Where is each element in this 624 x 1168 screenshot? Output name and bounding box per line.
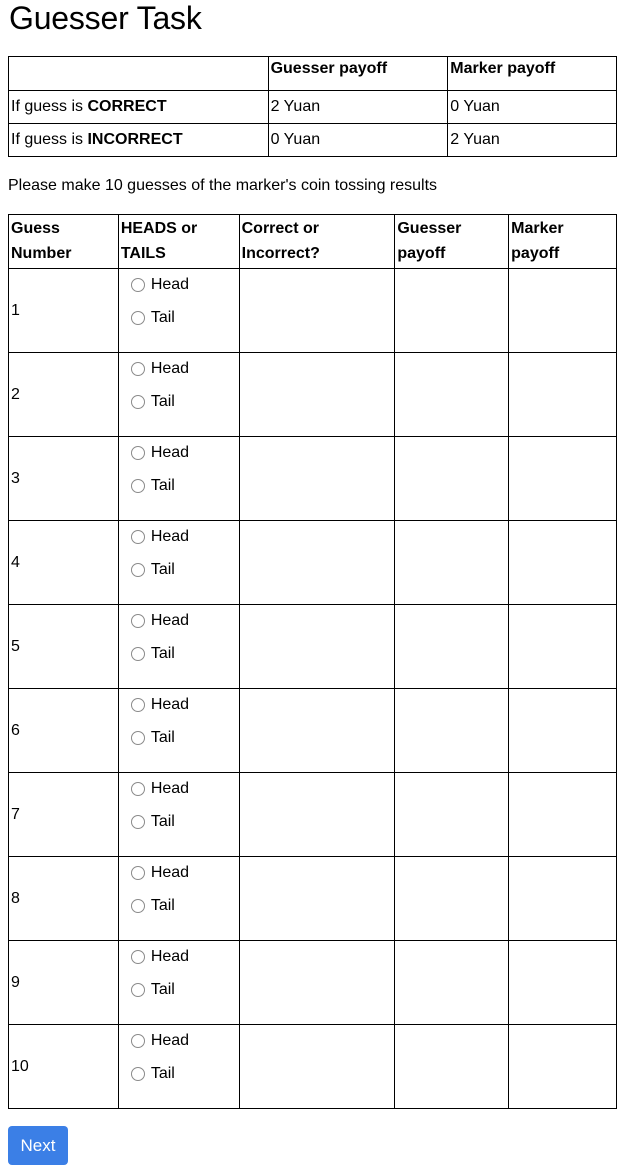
head-option[interactable] <box>131 436 239 469</box>
tail-option[interactable] <box>131 721 239 754</box>
payoff-header-empty <box>9 57 269 91</box>
table-row <box>9 437 617 521</box>
guess-number: 6 <box>9 689 119 773</box>
condition-prefix: If guess is <box>11 131 88 148</box>
guesser-payoff-cell <box>395 1025 509 1109</box>
guess-choice-cell <box>118 857 239 941</box>
guesser-payoff-cell <box>395 521 509 605</box>
payoff-condition-correct <box>9 91 269 124</box>
guess-number: 2 <box>9 353 119 437</box>
result-cell <box>239 437 395 521</box>
radio-label: Tail <box>150 812 175 830</box>
tail-option[interactable] <box>131 637 239 670</box>
radio-label: Head <box>150 359 190 377</box>
marker-payoff-cell <box>509 1025 617 1109</box>
radio-label: Head <box>150 863 190 881</box>
guess-choice-cell <box>118 773 239 857</box>
guess-choice-cell <box>118 521 239 605</box>
radio-button[interactable] <box>131 278 145 292</box>
header-guess-number: Guess Number <box>9 215 119 269</box>
guesser-payoff-cell <box>395 941 509 1025</box>
tail-option[interactable] <box>131 301 239 334</box>
table-row <box>9 521 617 605</box>
next-button[interactable]: Next <box>8 1126 68 1165</box>
result-cell <box>239 605 395 689</box>
header-heads-or-tails: HEADS or TAILS <box>118 215 239 269</box>
radio-label: Head <box>150 443 190 461</box>
guesser-payoff-correct: 2 Yuan <box>268 91 448 124</box>
head-option[interactable] <box>131 604 239 637</box>
radio-label: Tail <box>150 644 175 662</box>
radio-label: Head <box>150 947 190 965</box>
result-cell <box>239 941 395 1025</box>
radio-button[interactable] <box>131 782 145 796</box>
guesser-payoff-cell <box>395 353 509 437</box>
marker-payoff-cell <box>509 353 617 437</box>
radio-label: Tail <box>150 308 175 326</box>
guess-number: 5 <box>9 605 119 689</box>
tail-option[interactable] <box>131 889 239 922</box>
guesser-payoff-incorrect: 0 Yuan <box>268 124 448 157</box>
guess-number: 3 <box>9 437 119 521</box>
result-cell <box>239 857 395 941</box>
page-title: Guesser Task <box>9 0 202 36</box>
payoff-header-marker: Marker payoff <box>448 57 617 91</box>
tail-option[interactable] <box>131 973 239 1006</box>
radio-label: Tail <box>150 560 175 578</box>
radio-button[interactable] <box>131 530 145 544</box>
marker-payoff-cell <box>509 269 617 353</box>
guess-choice-cell <box>118 941 239 1025</box>
radio-label: Head <box>150 779 190 797</box>
payoff-row-incorrect <box>9 124 617 157</box>
marker-payoff-cell <box>509 857 617 941</box>
radio-button[interactable] <box>131 362 145 376</box>
guess-choice-cell <box>118 605 239 689</box>
radio-button[interactable] <box>131 647 145 661</box>
result-cell <box>239 689 395 773</box>
guesser-payoff-cell <box>395 689 509 773</box>
radio-button[interactable] <box>131 866 145 880</box>
radio-label: Head <box>150 611 190 629</box>
marker-payoff-cell <box>509 941 617 1025</box>
radio-button[interactable] <box>131 563 145 577</box>
guess-number: 10 <box>9 1025 119 1109</box>
radio-button[interactable] <box>131 614 145 628</box>
marker-payoff-cell <box>509 689 617 773</box>
guess-number: 9 <box>9 941 119 1025</box>
radio-label: Tail <box>150 1064 175 1082</box>
marker-payoff-incorrect: 2 Yuan <box>448 124 617 157</box>
head-option[interactable] <box>131 352 239 385</box>
marker-payoff-cell <box>509 605 617 689</box>
head-option[interactable] <box>131 856 239 889</box>
guesser-payoff-cell <box>395 605 509 689</box>
table-row <box>9 773 617 857</box>
radio-label: Tail <box>150 476 175 494</box>
head-option[interactable] <box>131 940 239 973</box>
header-marker-payoff: Marker payoff <box>509 215 617 269</box>
tail-option[interactable] <box>131 385 239 418</box>
marker-payoff-correct: 0 Yuan <box>448 91 617 124</box>
head-option[interactable] <box>131 1024 239 1057</box>
head-option[interactable] <box>131 772 239 805</box>
radio-label: Tail <box>150 728 175 746</box>
guess-choice-cell <box>118 269 239 353</box>
result-cell <box>239 269 395 353</box>
radio-button[interactable] <box>131 1034 145 1048</box>
radio-label: Tail <box>150 980 175 998</box>
payoff-condition-incorrect <box>9 124 269 157</box>
condition-prefix: If guess is <box>11 98 88 115</box>
guess-choice-cell <box>118 353 239 437</box>
header-correct-or-incorrect: Correct or Incorrect? <box>239 215 395 269</box>
radio-button[interactable] <box>131 479 145 493</box>
radio-label: Head <box>150 1031 190 1049</box>
guess-number: 8 <box>9 857 119 941</box>
result-cell <box>239 353 395 437</box>
guesser-payoff-cell <box>395 857 509 941</box>
guesser-payoff-cell <box>395 269 509 353</box>
table-row <box>9 269 617 353</box>
radio-button[interactable] <box>131 731 145 745</box>
radio-button[interactable] <box>131 983 145 997</box>
head-option[interactable] <box>131 268 239 301</box>
radio-label: Tail <box>150 392 175 410</box>
table-row <box>9 689 617 773</box>
radio-button[interactable] <box>131 698 145 712</box>
table-row <box>9 857 617 941</box>
radio-label: Head <box>150 527 190 545</box>
condition-keyword: INCORRECT <box>87 131 183 148</box>
radio-label: Tail <box>150 896 175 914</box>
radio-button[interactable] <box>131 950 145 964</box>
guess-choice-cell <box>118 437 239 521</box>
marker-payoff-cell <box>509 773 617 857</box>
radio-button[interactable] <box>131 446 145 460</box>
radio-button[interactable] <box>131 815 145 829</box>
table-row <box>9 605 617 689</box>
radio-button[interactable] <box>131 1067 145 1081</box>
guesser-payoff-cell <box>395 437 509 521</box>
guess-choice-cell <box>118 1025 239 1109</box>
payoff-row-correct <box>9 91 617 124</box>
table-row <box>9 941 617 1025</box>
radio-button[interactable] <box>131 395 145 409</box>
condition-keyword: CORRECT <box>87 98 167 115</box>
marker-payoff-cell <box>509 521 617 605</box>
header-guesser-payoff: Guesser payoff <box>395 215 509 269</box>
tail-option[interactable] <box>131 1057 239 1090</box>
marker-payoff-cell <box>509 437 617 521</box>
result-cell <box>239 773 395 857</box>
head-option[interactable] <box>131 688 239 721</box>
payoff-header-row <box>9 57 617 91</box>
tail-option[interactable] <box>131 553 239 586</box>
table-row <box>9 353 617 437</box>
radio-button[interactable] <box>131 311 145 325</box>
guess-number: 4 <box>9 521 119 605</box>
instruction-text: Please make 10 guesses of the marker's coin tossing results <box>8 177 438 194</box>
radio-label: Head <box>150 695 190 713</box>
guess-table <box>8 214 617 1109</box>
head-option[interactable] <box>131 520 239 553</box>
payoff-table <box>8 56 617 157</box>
result-cell <box>239 1025 395 1109</box>
result-cell <box>239 521 395 605</box>
tail-option[interactable] <box>131 469 239 502</box>
payoff-header-guesser: Guesser payoff <box>268 57 448 91</box>
radio-label: Head <box>150 275 190 293</box>
guess-number: 7 <box>9 773 119 857</box>
radio-button[interactable] <box>131 899 145 913</box>
guesser-payoff-cell <box>395 773 509 857</box>
table-row <box>9 1025 617 1109</box>
tail-option[interactable] <box>131 805 239 838</box>
guess-header-row <box>9 215 617 269</box>
guess-number: 1 <box>9 269 119 353</box>
guess-choice-cell <box>118 689 239 773</box>
